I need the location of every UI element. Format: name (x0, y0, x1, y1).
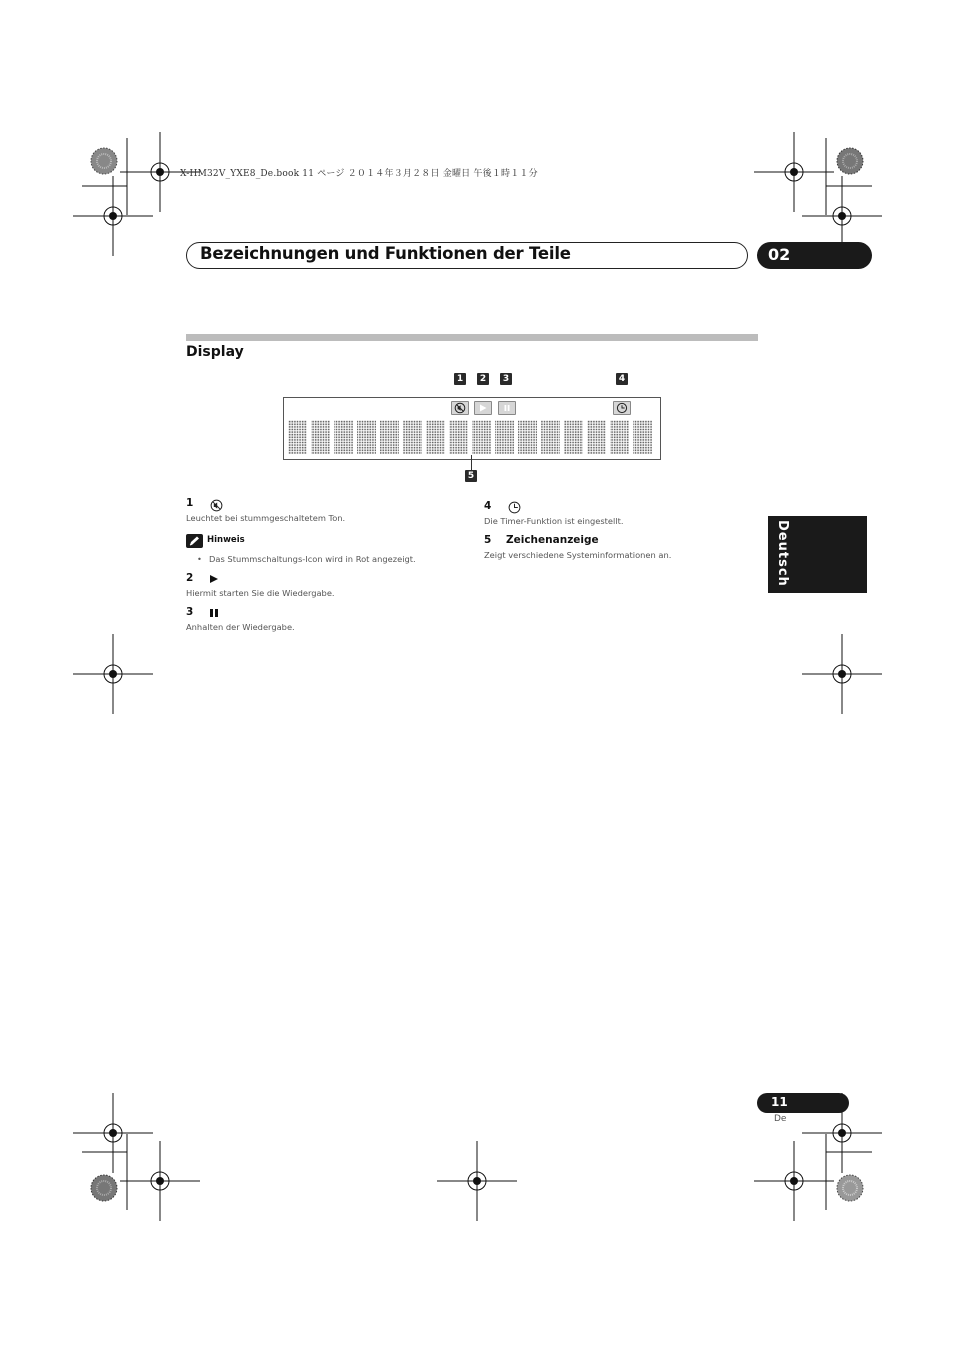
chapter-title: Bezeichnungen und Funktionen der Teile (200, 244, 571, 263)
callout-5: 5 (465, 470, 477, 482)
note-bullet: • (197, 554, 202, 564)
item-5-title: Zeichenanzeige (506, 534, 599, 546)
callout-3: 3 (500, 373, 512, 385)
pause-icon (209, 608, 219, 618)
note-text: Das Stummschaltungs-Icon wird in Rot angezeigt. (209, 554, 416, 564)
item-4-description: Die Timer-Funktion ist eingestellt. (484, 516, 624, 526)
mute-icon (452, 402, 468, 414)
page-language: De (774, 1114, 787, 1124)
item-3-description: Anhalten der Wiedergabe. (186, 622, 295, 632)
starburst-mark-bottom-left (89, 1173, 119, 1203)
item-3-number: 3 (186, 606, 194, 618)
item-1-description: Leuchtet bei stummgeschaltetem Ton. (186, 513, 346, 523)
callout-1: 1 (454, 373, 466, 385)
section-divider (186, 334, 758, 341)
callout-2: 2 (477, 373, 489, 385)
timer-icon (614, 402, 630, 414)
mute-icon (210, 499, 223, 512)
display-play-indicator (474, 401, 492, 415)
callout-5-leader (471, 455, 472, 470)
callout-4: 4 (616, 373, 628, 385)
chapter-number: 02 (768, 245, 791, 264)
starburst-mark-bottom-right (835, 1173, 865, 1203)
section-title: Display (186, 344, 244, 360)
item-4-number: 4 (484, 500, 492, 512)
pencil-icon (186, 534, 203, 548)
language-tab-label: Deutsch (775, 520, 790, 587)
display-timer-indicator (613, 401, 631, 415)
item-1-number: 1 (186, 497, 194, 509)
item-5-description: Zeigt verschiedene Systeminformationen an. (484, 550, 672, 560)
timer-icon (508, 501, 521, 514)
note-label: Hinweis (207, 535, 245, 545)
display-mute-indicator (451, 401, 469, 415)
page-number: 11 (771, 1095, 788, 1109)
display-pause-indicator (498, 401, 516, 415)
dot-matrix-characters (286, 418, 660, 458)
starburst-mark-top-right (835, 146, 865, 176)
item-5-number: 5 (484, 534, 492, 546)
note-icon (186, 534, 203, 548)
pause-icon (499, 402, 515, 414)
file-header: X-HM32V_YXE8_De.book 11 ページ ２０１４年３月２８日 金曜日 午後１時１１分 (180, 169, 538, 179)
item-2-description: Hiermit starten Sie die Wiedergabe. (186, 588, 335, 598)
starburst-mark-top-left (89, 146, 119, 176)
play-icon (475, 402, 491, 414)
item-2-number: 2 (186, 572, 194, 584)
play-icon (209, 574, 219, 584)
